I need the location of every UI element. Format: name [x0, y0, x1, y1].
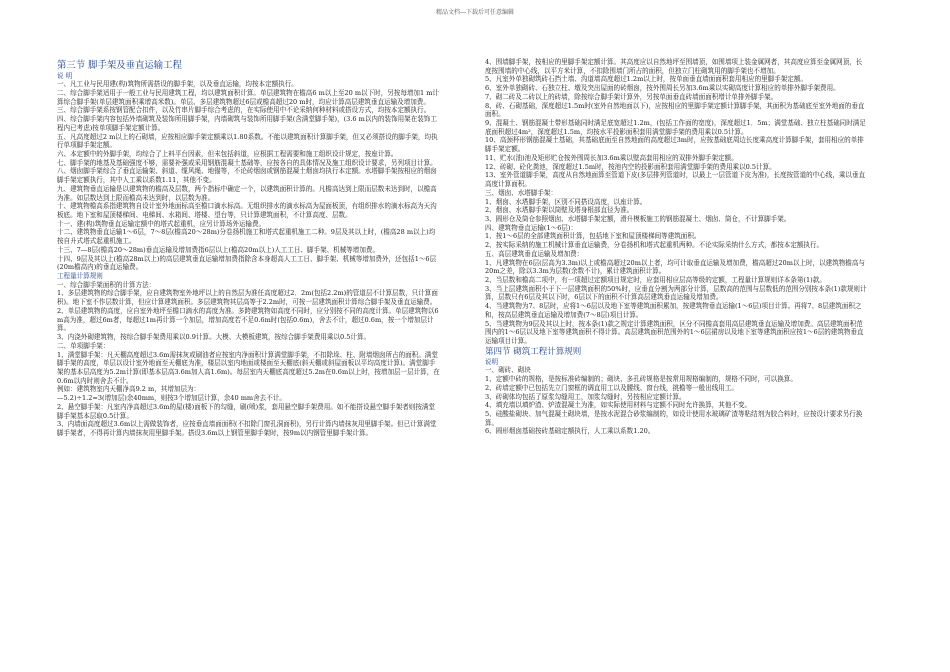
paragraph-right-26: 1、定额中砖的规格，是按标准砖编制的；砌块、多孔砖规格是按常用规格编制的，规格不同时，可以换算。 [485, 375, 797, 384]
left-column [57, 58, 440, 664]
paragraph-right-12: 2、烟囱、水塔脚手架以筒壁及塔身根部直径为准。 [485, 206, 634, 215]
right-column [485, 58, 868, 664]
paragraph-left-6: 五、凡高度超过2 m以上的石砌墙，应按相应脚手架定额乘以1.80系数。不能以建筑面积计算脚手架，但又必须搭设的脚手架，均执行单项脚手架定额。 [57, 132, 438, 150]
paragraph-right-14: 四、建筑物垂直运输(1～6层)： [485, 223, 578, 232]
paragraph-right-20: 3、当上层建筑面积小于下一层建筑面积的50%时，应垂直分割为两部分计算，层数高的范围与层数低的范围分别按本条(1)款规则计算，层数只有6层及其以下时，6层以下的面积不计算高层建筑垂直运输及增加费。 [485, 284, 867, 302]
section-heading-left-1: 说 明 [57, 71, 73, 80]
paragraph-left-21: 二、单项脚手架： [57, 341, 110, 350]
section-heading-left-16: 工程量计算规则 [57, 272, 103, 281]
paragraph-right-13: 3、圆形仓及筒仓参照烟囱、水塔脚手架定额，滑升模板施工的钢筋混凝土、烟囱、筒仓，不计算脚手架。 [485, 214, 791, 223]
paragraph-right-9: 13、室外管道脚手架，高度从自然地面算至管道下皮(多层排列管道时，以最上一层管道下皮为准)，长度按管道的中心线，乘以垂直高度计算面积。 [485, 171, 866, 189]
paragraph-left-19: 2、单层建筑物的高度，应自室外地坪至檐口滴水的高度为准。多跨建筑物如高度不同时，应分别按不同的高度计算。单层建筑物以6m高为准，超过6m者，每超过1m再计算一个加层，增加高度若不足0.6m时(包括0.6m)，舍去不计，超过0.6m，按一个增加层计算。 [57, 306, 439, 333]
paragraph-right-30: 5、硅酸盐砌块、加气混凝土砌块墙，是按水泥混合砂浆编制的，如设计使用水玻璃矿渣等粘结剂为胶合料时，应按设计要求另行换算。 [485, 410, 863, 427]
paragraph-right-31: 6、圆形烟囱基础按砖基础定额执行，人工乘以系数1.20。 [485, 427, 655, 436]
paragraph-left-12: 十一、建(构)筑物垂直运输定额中的塔式起重机，应另计算场外运输费。 [57, 219, 266, 228]
header-note: 精品文档---下载后可任意编辑 [435, 9, 515, 16]
paragraph-left-13: 十二、建筑物垂直运输1～6层，7～8层(檐高20～28m)分卷扬机施工和塔式起重机施工二种。9层及其以上时，(檐高28 m以上)均按自升式塔式起重机施工。 [57, 228, 436, 246]
paragraph-left-8: 七、脚手架的地基及基础强度不够，需要补强或采用钢筋混凝土基础等，应按各自的具体情况及施工组织设计要求，另列项目计算。 [57, 158, 437, 167]
paragraph-right-28: 3、砖砌体均包括了原浆勾缝用工，加浆勾缝时，另按相应定额计算。 [485, 392, 686, 401]
paragraph-left-24: —5.2)÷1.2=3(增加层)余40mm，则按3个增加层计算，余40 mm舍去不计。 [57, 394, 286, 403]
paragraph-left-10: 九、建筑物垂直运输是以建筑物的檐高及层数，两个指标中确定一个，以建筑面积计算的。凡檐高达到上限而层数未达到时，以檐高为准。如层数达到上限而檐高未达到时，以层数为准。 [57, 184, 437, 202]
paragraph-left-9: 八、烟囱脚手架综合了垂直运输架、斜道、缆风绳、地锚等，不论砖烟囱或钢筋混凝土烟囱均执行本定额。水塔脚手架按相应的烟囱脚手架定额执行，其中人工乘以系数1.11，其他不变。 [57, 167, 437, 185]
paragraph-right-5: 9、混凝土、钢筋混凝土带形基础同时满足底宽超过1.2m，(包括工作面的宽度)，深度超过1．5m；满堂基础、独立柱基础同时满足底面积超过4m²，深度超过1.5m，均按水平投影面积套用满堂脚手架的费用乘以0.5计算。 [485, 119, 866, 136]
paragraph-right-27: 2、砖墙定额中已包括先立门窗框的调直用工以及腰线、窗台线，挑檐等一般出线用工。 [485, 383, 738, 392]
paragraph-right-10: 三、烟囱、水塔脚手架： [485, 188, 558, 197]
paragraph-left-5: 四、综合脚手架内容包括外墙砌筑及装饰所用脚手架，内墙砌筑与装饰所用脚手架(含满堂脚手架)，(3.6 m以内的装饰用架在装饰工程内已考虑)按单项脚手架定额计算。 [57, 115, 437, 132]
paragraph-left-11: 十、建筑物檐高系指建筑物自设计室外地面标高至檐口滴水标高。无组织排水的滴水标高为屋面板顶，有组织排水的滴水标高为天沟板底。地下室和屋顶楼梯间、电梯间、水箱间、塔楼、望台等，只计算建筑面积，不计算高度、层数。 [57, 202, 437, 219]
paragraph-left-22: 1、满堂脚手架：凡天棚高度超过3.6m需抹灰或刷油者应按室内净面积计算满堂脚手架，不扣除垛、柱、附墙烟囱所占的面积。满堂脚手架的高度，单层以设计室外地面至天棚底为准，楼层以室内地面或楼面至天棚底(斜天棚或斜屋面板以平均高度计算)。满堂脚手架的基本层高度为5.2m计算(即基本层高3.6m加人高1.6m)。每层室内天棚底高度超过5.2m在0.6m以上时，按增加层一层计算，在0.6m以内时则舍去不计。 [57, 350, 440, 385]
section-heading-right-23: 第四节 砌筑工程计算规则 [485, 346, 582, 357]
paragraph-left-17: 一、综合脚手架面积的计算方法： [57, 280, 156, 289]
paragraph-right-0: 4、围墙脚手架，按相应的里脚手架定额计算。其高度应以自然地坪至围墙顶，如围墙项上装金属网者，其高度应算至金属网顶，长度按围墙的中心线，以平方米计算，不扣除围墙门所占的面积，但独立门柱砌筑用的脚手架也不增加。 [485, 58, 863, 75]
paragraph-left-7: 六、本定额中的外脚手架，均综合了上料平台因素，但未包括斜道，应根据工程需要和施工组织设计规定，按座计算。 [57, 149, 398, 158]
paragraph-left-3: 二、综合脚手架适用于一般工业与民用建筑工程，均以建筑面积计算。单层建筑物在檐高6 m以上至20 m以下时，另按每增加1 m计算综合脚手架(单层建筑面积乘增高米数)。单层、多层建筑物超过6层或檐高超过20 m时，均应计算高层建筑垂直运输及增加费。 [57, 88, 439, 106]
section-heading-left-0: 第三节 脚手架及垂直运输工程 [57, 60, 182, 71]
paragraph-left-25: 2、悬空脚手架：凡室内净高超过3.6m的屋(楼)面板下的勾缝，刷(喷)浆，套用悬空脚手架费用。如不能搭设悬空脚手架者则按满堂脚手架基本层取0.5计算。 [57, 402, 435, 420]
paragraph-right-16: 2、按实际采纳的施工机械计算垂直运输费，分卷扬机和塔式起重机两种。不论实际采纳什么方式，都按本定额执行。 [485, 241, 824, 250]
paragraph-left-26: 3、内墙面高度超过3.6m以上需做装饰者，应按垂直墙面面积(不扣除门窗孔洞面积)，另行计算内墙抹灰用里脚手架。但已计算满堂脚手架者，不得再计算内墙抹灰用里脚手架。搭设3.6m以上钢管里脚手架时，按9m以内钢管里脚手架计算。 [57, 420, 437, 437]
paragraph-right-8: 12、砖砌、砼化粪池，深度超过1.5m时，按池内空的投影面积套用满堂脚手架的费用乘以0.5计算。 [485, 162, 776, 171]
paragraph-right-29: 4、填充墙以填炉渣、炉渣混凝土为准，如实际使用材料与定额不同时允许换算，其他不变。 [485, 401, 752, 410]
paragraph-right-3: 7、砌二砖及二砖以上的砖墙，除按综合脚手架计算外，另按单面垂直砖墙面面积增计单排外脚手架。 [485, 92, 778, 101]
paragraph-right-18: 1、凡建筑物在6层(层高为3.3m)以上或檐高超过20m以上者，均可计取垂直运输及增加费，檐高超过20m以上时，以建筑物檐高与20m之差，除以3.3m为层数(余数不计)，累计建筑面积计算。 [485, 258, 865, 276]
paragraph-right-17: 五、高层建筑垂直运输及增加费： [485, 249, 584, 258]
section-heading-right-24: 说明 [485, 357, 499, 366]
paragraph-right-1: 5、凡室外单独砌筑砖石挡土墙、沟道墙高度超过1.2m以上时，按单面垂直墙面面积套用相应的里脚手架定额。 [485, 75, 807, 84]
paragraph-left-20: 3、内浇外砌建筑物，按综合脚手架费用乘以0.9计算。大模、大模板建筑，按综合脚手架费用乘以0.5计算。 [57, 333, 371, 342]
paragraph-right-19: 2、当层数和檐高二项中，有一项超过定额项目规定时，应套用相应层高等级的定额，工程量计算规则详本条第(1)款。 [485, 275, 826, 284]
paragraph-left-2: 一、凡工业与民用建(构)筑物所需搭设的脚手架，以及垂直运输，均按本定额执行。 [57, 80, 298, 89]
paragraph-right-21: 4、当建筑物为7、8层时，应将1～6层以及地下室等建筑面积累加，按建筑物垂直运输(1～6层)项目计算。再将7、8层建筑面积之和，按高层建筑垂直运输及增加费(7～8层)项目计算。 [485, 302, 862, 319]
paragraph-right-6: 10、高颈杯形钢筋混凝土基础，其基础底面至自然地面的高度超过3m时，应按基础底周边长度乘高度计算脚手架，套用相应的单排脚手架定额。 [485, 136, 864, 154]
paragraph-right-11: 1、烟囱、水塔脚手架，区别不同搭设高度，以座计算。 [485, 197, 647, 206]
paragraph-right-15: 1、按1～6层的全部建筑面积计算，包括地下室和屋顶楼梯间等建筑面积。 [485, 232, 701, 241]
paragraph-right-22: 5、当建筑物为9层及其以上时，按本条(1)款之规定计算建筑面积，区分不同檐高套用高层建筑垂直运输及增加费。高层建筑面积范围内的1～6层以及地下室等建筑面积不得计算。高层建筑面积范围外的1～6层裙房以及地下室等建筑面积应按1～6层的建筑物垂直运输项目计算。 [485, 319, 864, 345]
paragraph-left-15: 十四、9层及其以上(檐高28m以上)的高层建筑垂直运输增加费指除含本身超高人工工日、脚手架、机械等增加费外，还包括1～6层(20m檐高内)的垂直运输费。 [57, 254, 437, 272]
paragraph-right-4: 8、砖、石砌基础，深度超过1.5m时(室外自然地面以下)，应按相应的里脚手架定额计算脚手架，其面积为基础底至室外地面的垂直面积。 [485, 101, 865, 119]
paragraph-left-23: 例如：建筑物室内天棚净高9.2 m，其增加层为： [57, 385, 201, 394]
paragraph-left-4: 三、综合脚手架系按钢管配合扣件，以及竹串片脚手综合考虑的，在实际使用中不论采纳何种材料或搭设方式，均按本定额执行。 [57, 106, 431, 115]
paragraph-right-25: 一、砌砖、砌块 [485, 366, 531, 375]
paragraph-right-2: 6、室外单独砌砖、石独立柱、墩及突出屋面的砖烟囱，按外围周长另加3.6m乘以实砌高度计算相应的单排外脚手架费用。 [485, 84, 840, 93]
paragraph-left-18: 1、多层建筑物的综合脚手架，应自建筑物室外地坪以上的自然层为准任高度超过2．2m(包括2.2m)的管道层不计算层数，只计算面积)。地下室不作层数计算，但应计算建筑面积。多层建筑物其层高等于2.2m时，可按一层建筑面积计算综合脚手架及垂直运输费。 [57, 289, 438, 307]
paragraph-left-14: 十三、7—8层(檐高20～28m)垂直运输及增加费指6层以上(檐高20m以上)人工工日、脚手架、机械等增加费。 [57, 245, 379, 254]
paragraph-right-7: 11、贮水(油)池及矩形贮仓按外围周长加3.6m乘以壁高套用相应的双排外脚手架定额。 [485, 153, 738, 162]
